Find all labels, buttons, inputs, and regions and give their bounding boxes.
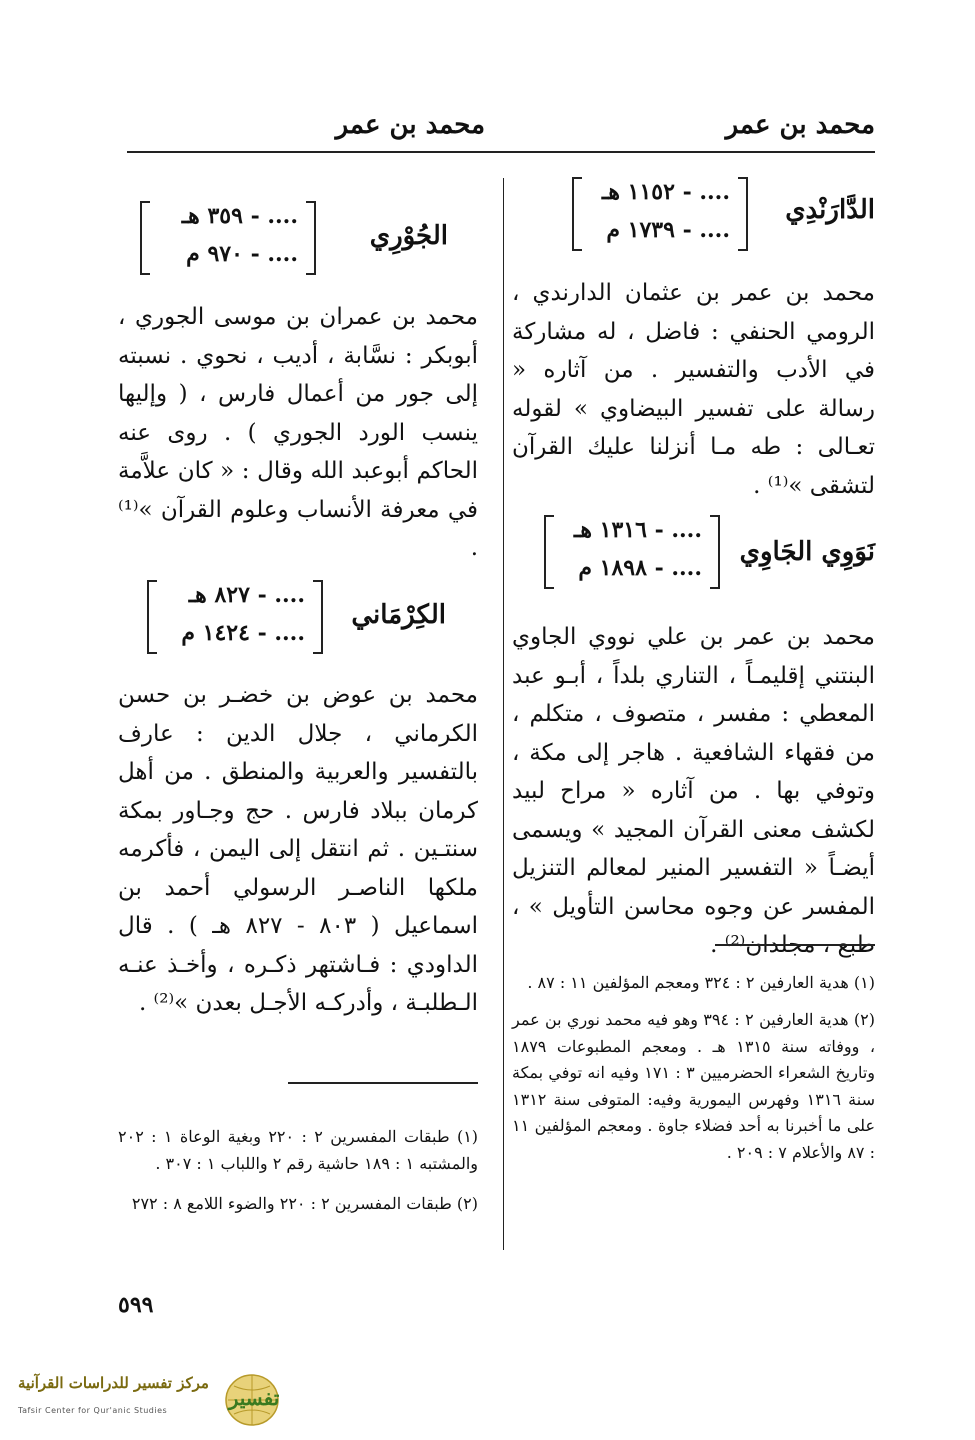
entry-body: محمد بن عمر بن عثمان الدارندي ، الرومي الحنفي : فاضل ، له مشاركة في الأدب والتفسير . من آثاره « رسالة على تفسير البيضاوي » لقوله تعـالى : طه مـا أنزلنا عليك القرآن لتشقى »⁽¹⁾ . — [512, 280, 875, 499]
footnote-rule — [288, 1082, 478, 1084]
date-gregorian: .... - ٩٧٠ م — [186, 241, 298, 267]
entry-body: محمد بن عمران بن موسى الجوري ، أبوبكر : نسَّابة ، أديب ، نحوي . نسبته إلى جور من أعمال فارس ، ( وإليها ينسب الورد الجوري ) . روى عنه الحاكم أبوعبد الله وقال : « كان علاَّمة في معرفة الأنساب وعلوم القرآن »⁽¹⁾ . — [118, 304, 478, 561]
date-hijri: .... - ٨٢٧ هـ — [188, 582, 305, 608]
entry-body: محمد بن عمر بن علي نووي الجاوي البنتني إقليمـاً ، التناري بلداً ، أبـو عبد المعطي : مفسر ، متصوف ، متكلم ، من فقهاء الشافعية . هاجر إلى مكة ، وتوفي بها . من آثاره « مراح لبيد لكشف معنى القرآن المجيد » ويسمى أيضـاً « التفسير المنير لمعالم التنزيل المفسر عن وجوه محاسن التأويل » ، طبع ، مجلدان⁽²⁾ . — [512, 624, 875, 958]
right-column — [512, 0, 875, 1260]
footnote: (٢) طبقات المفسرين ٢ : ٢٢٠ والضوء اللامع ٨ : ٢٧٢ — [131, 1194, 478, 1213]
entry-body: محمد بن عوض بن خضـر بن حسن الكرماني ، جلال الدين : عارف بالتفسير والعربية والمنطق . من أهل كرمان ببلاد فارس . حج وجـاور بمكة سنتـين . ثم انتقل إلى اليمن ، فأكرمه ملكها الناصـر الرسولي أحمد بن اسماعيل ( ٨٠٣ - ٨٢٧ هـ ) . قال الداودي : فـاشتهر ذكـره ، وأخـذ عنـه الـطلبـة ، وأدركـه الأجـل بعدن »⁽²⁾ . — [118, 682, 478, 1016]
entry-name: الدَّارَنْدِي — [785, 195, 875, 225]
publisher-logo — [18, 1372, 293, 1430]
date-gregorian: .... - ١٨٩٨ م — [578, 555, 702, 581]
date-bracket — [147, 578, 323, 656]
running-header-left: محمد بن عمر — [335, 110, 485, 140]
footnote-rule — [715, 944, 875, 946]
logo-mark-text: تفسير — [228, 1386, 280, 1410]
running-header-right: محمد بن عمر — [725, 110, 875, 140]
entry-header-kirmani — [118, 578, 478, 658]
date-gregorian: .... - ١٧٣٩ م — [606, 217, 730, 243]
column-separator — [503, 178, 504, 1250]
date-gregorian: .... - ١٤٢٤ م — [181, 620, 305, 646]
page-number: ٥٩٩ — [118, 1292, 154, 1318]
date-hijri: .... - ١٣١٦ هـ — [573, 517, 702, 543]
entry-header-nawawi — [512, 513, 875, 593]
date-bracket — [140, 199, 316, 277]
date-bracket — [572, 175, 748, 253]
entry-name: الكِرْمَاني — [351, 600, 446, 630]
date-hijri: .... - ٣٥٩ هـ — [181, 203, 298, 229]
footnote: (٢) هدية العارفين ٢ : ٣٩٤ وهو فيه محمد نوري بن عمر ، ووفاته سنة ١٣١٥ هـ . ومعجم المطبوعات ١٨٧٩ وتاريخ الشعراء الحضرميين ٣ : ١٧١ وفيه انه توفي بمكة سنة ١٣١٦ وفهرس اليمورية وفيه: المتوفى سنة ١٣١٢ على ما أخبرنا به أحد فضلاء جاوة . ومعجم المؤلفين ١١ : ٨٧ والأعلام ٧ : ٢٠٩ . — [512, 1010, 876, 1162]
logo-arabic-text: مركز تفسير للدراسات القرآنية — [18, 1374, 209, 1392]
date-hijri: .... - ١١٥٢ هـ — [601, 179, 730, 205]
entry-header-juri — [118, 199, 478, 279]
left-column — [118, 0, 478, 1260]
date-bracket — [544, 513, 720, 591]
logo-english-text: Tafsir Center for Qur'anic Studies — [18, 1406, 168, 1415]
globe-icon — [222, 1372, 286, 1428]
footnote: (١) هدية العارفين ٢ : ٣٢٤ ومعجم المؤلفين ١١ : ٨٧ . — [527, 973, 875, 992]
footnote: (١) طبقات المفسرين ٢ : ٢٢٠ وبغية الوعاة ١ : ٢٠٢ والمشتبه ١ : ١٨٩ حاشية رقم ٢ واللباب ١ : ٣٠٧ . — [118, 1127, 479, 1173]
entry-name: الجُوْرِي — [369, 221, 448, 251]
entry-name: نَوَوِي الجَاوِي — [739, 537, 875, 567]
entry-header-darandi — [512, 175, 875, 255]
